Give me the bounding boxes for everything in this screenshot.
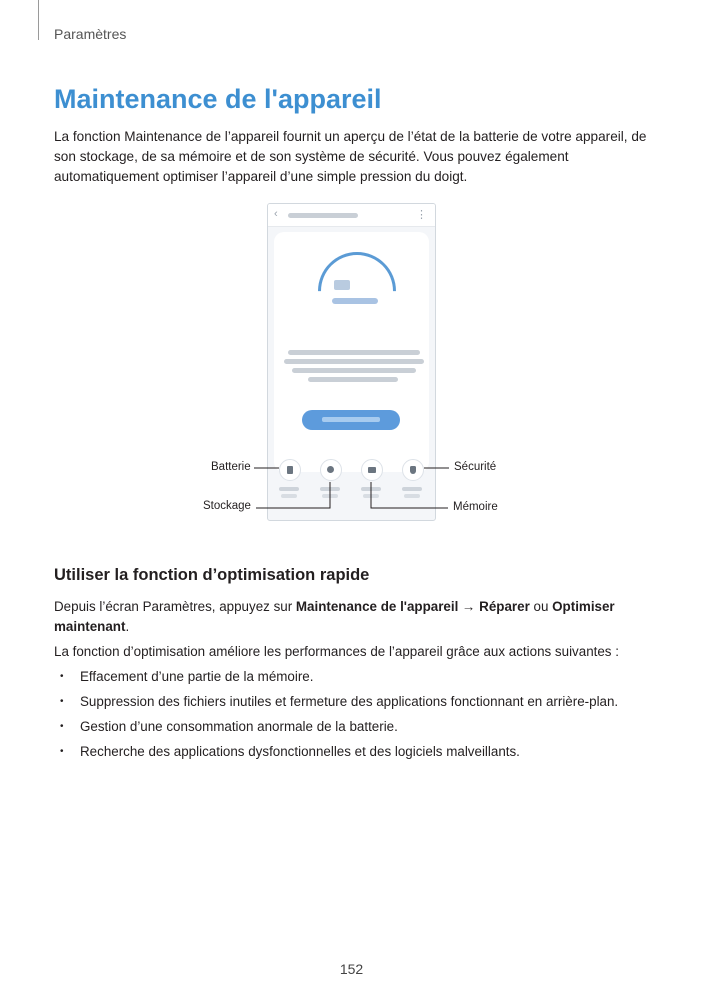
menu-path-arrow: →	[458, 599, 480, 614]
storage-icon	[320, 459, 342, 481]
status-text-blur	[288, 350, 420, 355]
intro-paragraph: La fonction Maintenance de l’appareil fournit un aperçu de l’état de la batterie de votre appareil, de son stockage, de sa mémoire et de son système de sécurité. Vous pouvez également automatiquement optimiser l’appareil d’une simple pression du doigt.	[54, 129, 647, 184]
status-text-blur	[308, 377, 398, 382]
callout-memory: Mémoire	[453, 501, 498, 513]
instruction-or: ou	[529, 599, 553, 614]
instruction-paragraph	[54, 597, 654, 637]
optimize-button-illustration	[302, 410, 400, 430]
battery-icon	[279, 459, 301, 481]
device-status-card	[274, 232, 429, 472]
instruction-end: .	[125, 619, 130, 634]
category-label-blur	[402, 487, 422, 491]
page-number: 152	[339, 961, 364, 977]
category-label-blur	[361, 487, 381, 491]
actions-list	[54, 667, 674, 767]
device-screenshot	[267, 203, 436, 521]
list-item: • Suppression des fichiers inutiles et fermeture des applications fonctionnant en arrière-plan.	[54, 692, 674, 712]
list-item: • Effacement d’une partie de la mémoire.	[54, 667, 674, 687]
status-text-blur	[292, 368, 416, 373]
back-icon: ‹	[274, 208, 278, 220]
list-item: • Recherche des applications dysfonctionnelles et des logiciels malveillants.	[54, 742, 674, 762]
menu-path-optimize: Optimiser maintenant	[54, 599, 615, 634]
memory-icon	[361, 459, 383, 481]
device-title-blur	[288, 213, 358, 218]
status-text-blur	[284, 359, 424, 364]
list-item: • Gestion d’une consommation anormale de la batterie.	[54, 717, 674, 737]
device-topbar	[268, 204, 435, 227]
more-options-icon: ⋮	[416, 209, 427, 221]
category-label-blur	[279, 487, 299, 491]
category-label-blur	[320, 487, 340, 491]
menu-path-repair: Réparer	[479, 599, 530, 614]
menu-path-maintenance: Maintenance de l'appareil	[295, 599, 459, 614]
score-label-blur	[332, 298, 378, 304]
header-rule	[38, 0, 39, 40]
category-label-blur	[281, 494, 297, 498]
category-label-blur	[363, 494, 379, 498]
category-label-blur	[322, 494, 338, 498]
instruction-text: Depuis l’écran Paramètres, appuyez sur	[54, 599, 296, 614]
callout-battery: Batterie	[211, 461, 251, 473]
score-gauge	[302, 236, 412, 346]
security-icon	[402, 459, 424, 481]
score-value-blur	[334, 280, 350, 290]
section-heading: Utiliser la fonction d’optimisation rapide	[54, 566, 370, 584]
section-header: Paramètres	[54, 26, 127, 42]
category-label-blur	[404, 494, 420, 498]
page-title: Maintenance de l'appareil	[54, 84, 382, 114]
lead-paragraph: La fonction d’optimisation améliore les performances de l’appareil grâce aux actions suivantes :	[54, 644, 619, 659]
callout-security: Sécurité	[454, 461, 497, 473]
callout-storage: Stockage	[203, 500, 251, 512]
optimize-button-text-blur	[322, 417, 380, 422]
